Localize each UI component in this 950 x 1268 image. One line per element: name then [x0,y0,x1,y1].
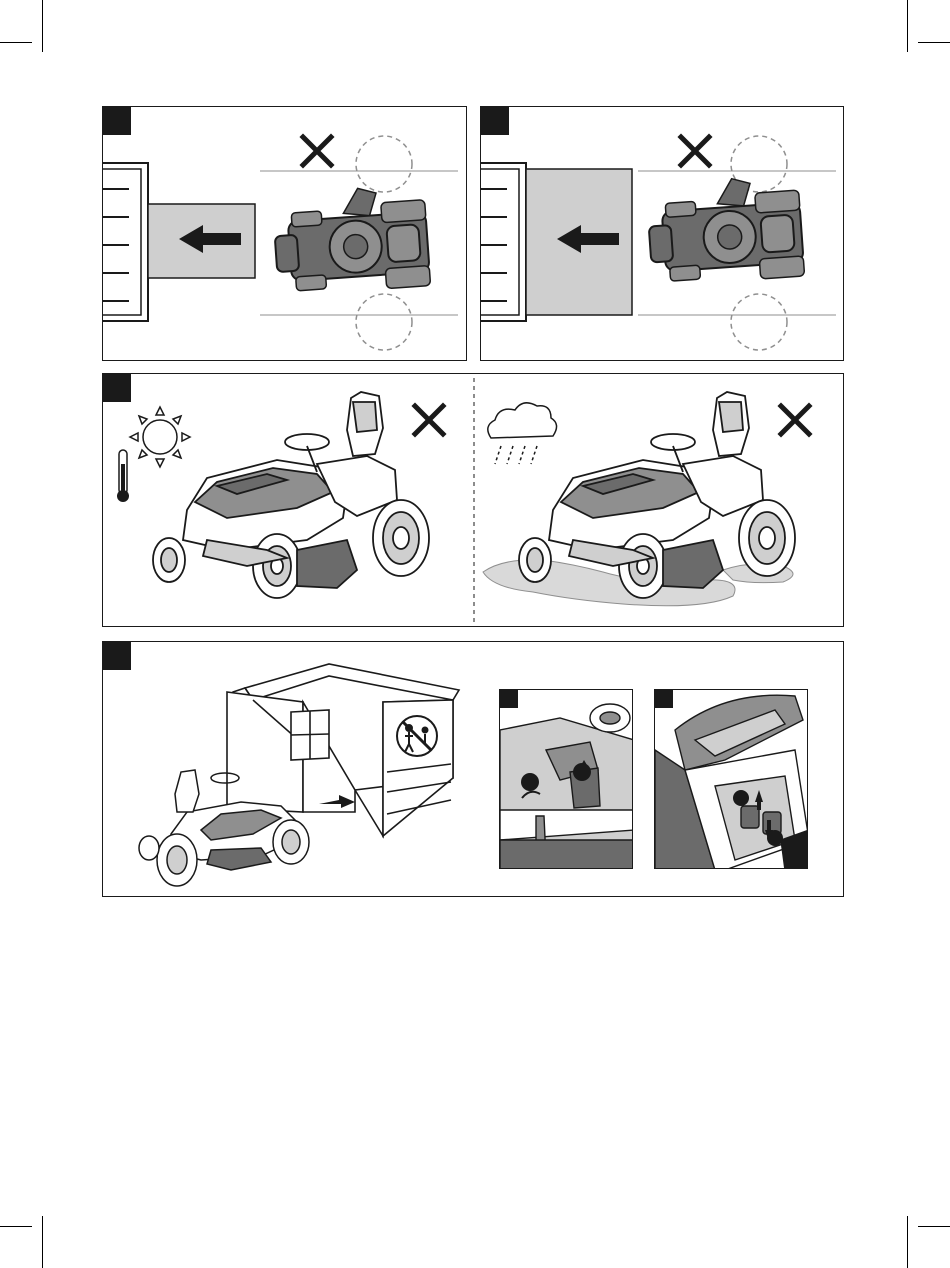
tractor-top-view [272,184,431,296]
step-badge [733,790,749,806]
panel-storage [102,641,844,897]
wheel-position-circle [356,136,412,192]
step-badge [767,830,783,846]
step-badge [521,773,539,791]
wheel-position-circle [731,294,787,350]
loading-rack [103,163,148,321]
battery-compartment-detail [655,690,808,869]
tractor-top-view [646,174,805,286]
crop-mark-bottom-right-v [907,1216,908,1268]
panel-parking-1 [102,106,467,361]
crop-mark-top-left-v [42,0,43,52]
dashboard-detail [500,690,633,869]
cross-icon [303,137,331,165]
crop-mark-bottom-left-v [42,1216,43,1268]
crop-mark-top-left-h [0,42,32,43]
weather-illustration [103,374,844,627]
cross-icon [415,406,443,434]
cross-icon [681,137,709,165]
sun-icon [130,407,190,467]
thermometer-icon [117,450,129,502]
step-badge [573,763,591,781]
panel-weather [102,373,844,627]
parking-illustration [481,107,844,361]
parking-illustration [103,107,467,361]
ride-on-mower [153,392,429,598]
crop-mark-top-right-h [918,42,950,43]
rain-cloud-icon [488,403,557,464]
wheel-position-circle [356,294,412,350]
crop-mark-top-right-v [907,0,908,52]
inset-key-removal [499,689,633,869]
inset-battery-disconnect [654,689,808,869]
panel-parking-2 [480,106,844,361]
loading-rack [481,163,526,321]
no-children-icon [397,716,437,756]
cross-icon [781,406,809,434]
crop-mark-bottom-left-h [0,1226,32,1227]
crop-mark-bottom-right-h [918,1226,950,1227]
